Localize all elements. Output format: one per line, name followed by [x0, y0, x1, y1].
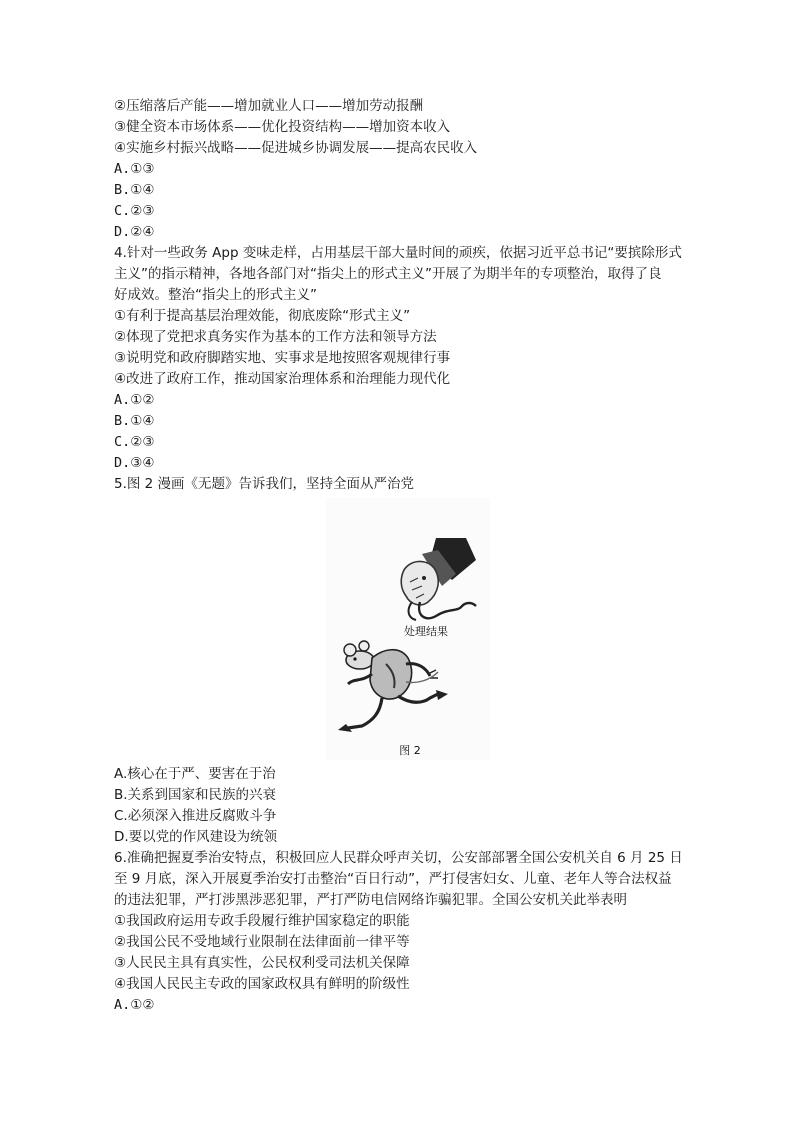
q4-item-2: ②体现了党把求真务实作为基本的工作方法和领导方法: [114, 329, 437, 345]
q3-option-d: D.②④: [114, 224, 155, 240]
cartoon-illustration: [326, 498, 490, 760]
q6-item-1: ①我国政府运用专政手段履行维护国家稳定的职能: [114, 913, 410, 929]
q4-option-b: B.①④: [114, 413, 155, 429]
q6-item-2: ②我国公民不受地域行业限制在法律面前一律平等: [114, 934, 410, 950]
q3-item-2: ②压缩落后产能——增加就业人口——增加劳动报酬: [114, 98, 424, 114]
q6-stem-line-1: 6.准确把握夏季治安特点，积极回应人民群众呼声关切，公安部部署全国公安机关自 6 月 25 日: [114, 850, 683, 866]
q4-option-c: C.②③: [114, 434, 155, 450]
q5-stem: 5.图 2 漫画《无题》告诉我们，坚持全面从严治党: [114, 476, 415, 492]
q6-item-4: ④我国人民民主专政的国家政权具有鲜明的阶级性: [114, 976, 410, 992]
q6-stem-line-3: 的违法犯罪，严打涉黑涉恶犯罪，严打严防电信网络诈骗犯罪。全国公安机关此举表明: [114, 892, 627, 908]
q5-option-a: A.核心在于严、要害在于治: [114, 766, 276, 782]
q3-option-b: B.①④: [114, 182, 155, 198]
q3-option-a: A.①③: [114, 161, 155, 177]
q3-item-3: ③健全资本市场体系——优化投资结构——增加资本收入: [114, 119, 451, 135]
cartoon-figure: [326, 498, 490, 760]
q3-option-c: C.②③: [114, 203, 155, 219]
q4-stem-line-3: 好成效。整治“指尖上的形式主义”: [114, 287, 317, 303]
q4-stem-line-2: 主义”的指示精神，各地各部门对“指尖上的形式主义”开展了为期半年的专项整治，取得了良: [114, 266, 662, 282]
q4-option-a: A.①②: [114, 392, 155, 408]
q6-stem-line-2: 至 9 月底，深入开展夏季治安打击整治“百日行动”，严打侵害妇女、儿童、老年人等合法权益: [114, 871, 672, 887]
q6-option-a: A.①②: [114, 997, 155, 1013]
q4-item-3: ③说明党和政府脚踏实地、实事求是地按照客观规律行事: [114, 350, 451, 366]
figure-caption: 图 2: [399, 744, 421, 757]
q5-option-b: B.关系到国家和民族的兴衰: [114, 787, 277, 803]
q4-item-4: ④改进了政府工作，推动国家治理体系和治理能力现代化: [114, 371, 451, 387]
q4-item-1: ①有利于提高基层治理效能，彻底废除“形式主义”: [114, 308, 411, 324]
q5-option-c: C.必须深入推进反腐败斗争: [114, 808, 277, 824]
q6-item-3: ③人民民主具有真实性，公民权利受司法机关保障: [114, 955, 410, 971]
q3-item-4: ④实施乡村振兴战略——促进城乡协调发展——提高农民收入: [114, 140, 478, 156]
q4-option-d: D.③④: [114, 455, 155, 471]
q4-stem-line-1: 4.针对一些政务 App 变味走样，占用基层干部大量时间的顽疾，依据习近平总书记“要摈除形式: [114, 245, 682, 261]
q5-option-d: D.要以党的作风建设为统领: [114, 829, 278, 845]
cartoon-inner-label: 处理结果: [404, 625, 448, 638]
